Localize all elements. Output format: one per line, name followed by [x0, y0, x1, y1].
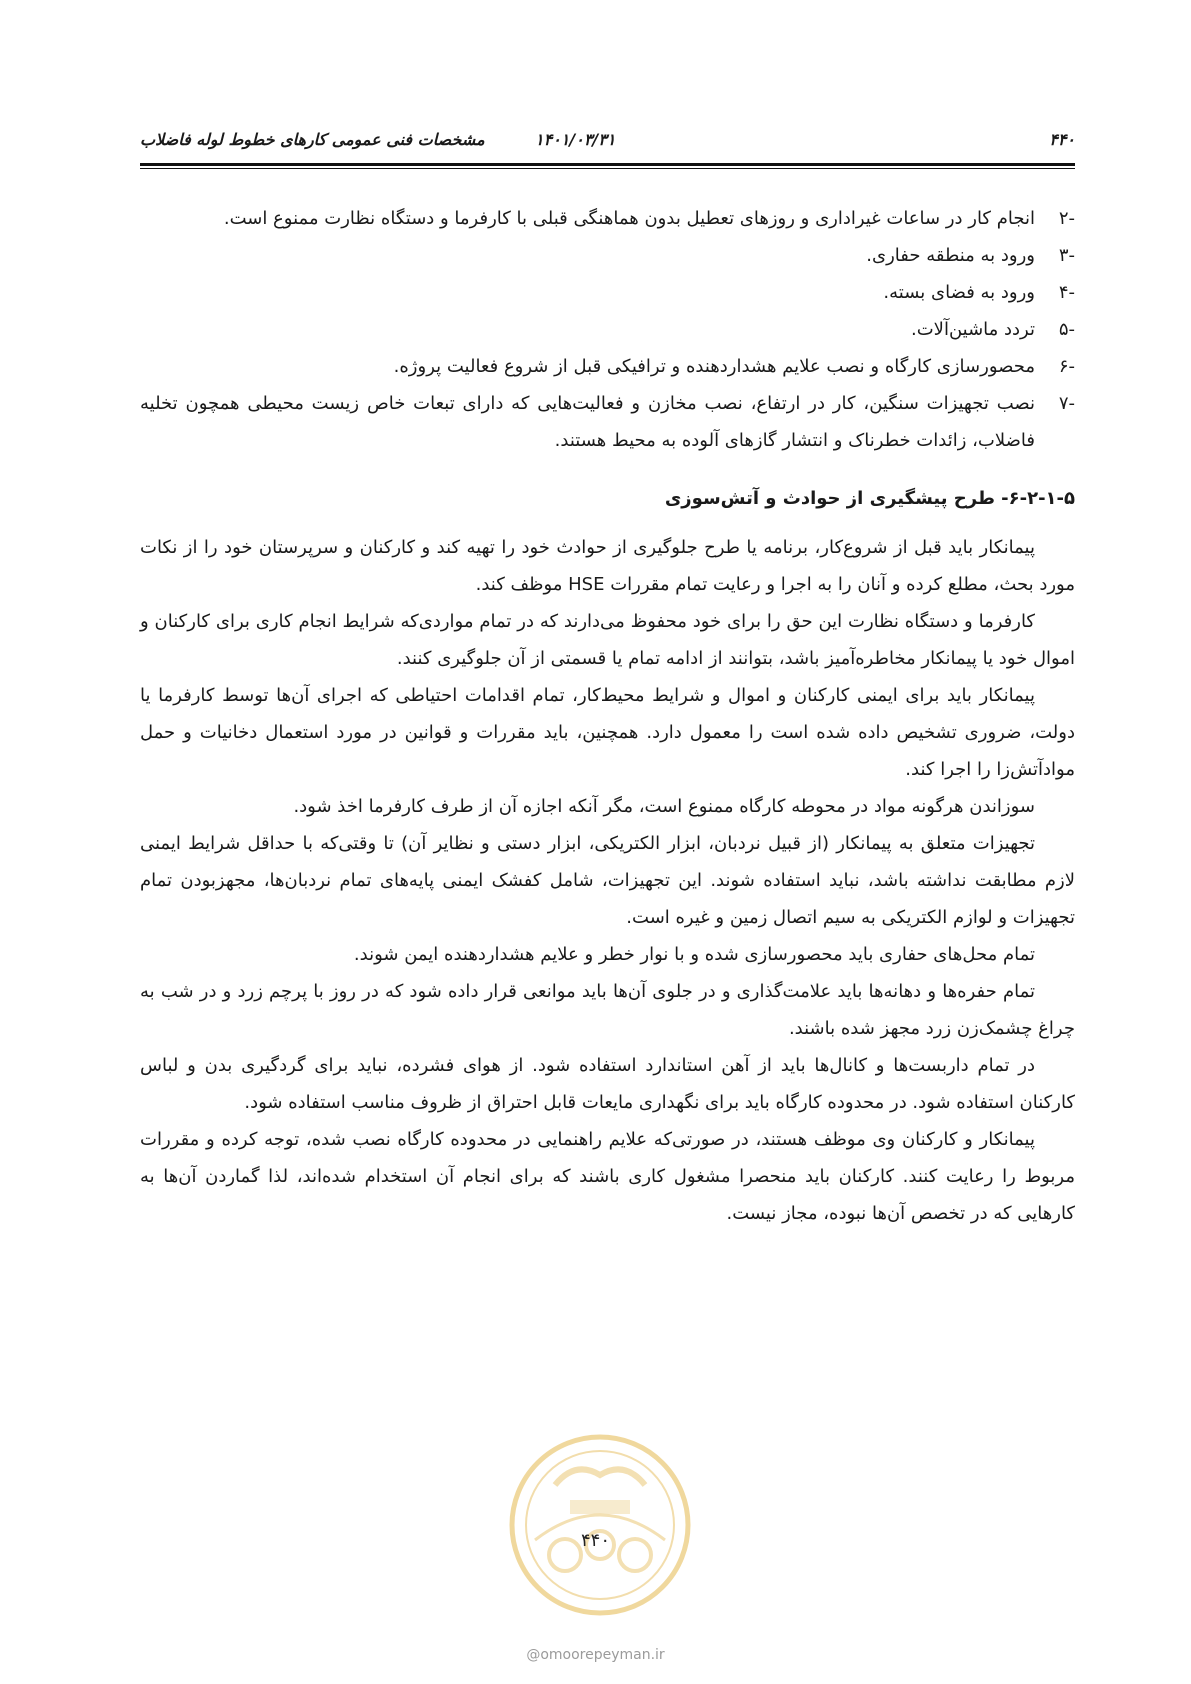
- watermark-seal-logo: [505, 1430, 695, 1620]
- list-item: [140, 274, 1075, 311]
- header-title: مشخصات فنی عمومی کارهای خطوط لوله فاضلاب: [140, 130, 485, 149]
- list-number: -۷: [1058, 393, 1075, 414]
- section-heading: ۶-۲-۱-۵- طرح پیشگیری از حوادث و آتش‌سوزی: [664, 488, 1075, 509]
- list-number: -۵: [1058, 319, 1075, 340]
- seal-graphic: [505, 1430, 695, 1620]
- footer-website: @omoorepeyman.ir: [526, 1647, 665, 1663]
- header-rule: [140, 163, 1075, 169]
- list-number: -۳: [1058, 245, 1075, 266]
- list-number: -۲: [1058, 208, 1075, 229]
- paragraph: تمام محل‌های حفاری باید محصورسازی شده و با نوار خطر و علایم هشداردهنده ایمن شوند.: [353, 944, 1035, 965]
- list-item: [140, 311, 1075, 348]
- list-text: ورود به منطقه حفاری.: [866, 245, 1035, 266]
- paragraph: پیمانکار و کارکنان وی موظف هستند، در صورتی‌که علایم راهنمایی در محدوده کارگاه نصب شده، توجه کرده و مقررات مربوط را رعایت کنند. کارکنان باید منحصرا مشغول کاری باشند که برای انجام آن استخدام شده‌اند، لذا گماردن آن‌ها به کارهایی که در تخصص آن‌ها نبوده، مجاز نیست.: [140, 1129, 1075, 1224]
- list-number: -۴: [1058, 282, 1075, 303]
- paragraph: تجهیزات متعلق به پیمانکار (از قبیل نردبان، ابزار الکتریکی، ابزار دستی و نظایر آن) تا وقتی‌که با حداقل شرایط ایمنی لازم مطابقت نداشته باشد، نباید استفاده شوند. این تجهیزات، شامل کفشک ایمنی پایه‌های تمام نردبان‌ها، مجهزبودن تمام تجهیزات و لوازم الکتریکی به سیم اتصال زمین و غیره است.: [140, 833, 1075, 928]
- list-item: [140, 237, 1075, 274]
- list-item: [140, 200, 1075, 237]
- list-number: -۶: [1058, 356, 1075, 377]
- paragraph: در تمام داربست‌ها و کانال‌ها باید از آهن استاندارد استفاده شود. از هوای فشرده، نباید برای گردگیری بدن و لباس کارکنان استفاده شود. در محدوده کارگاه باید برای نگهداری مایعات قابل احتراق از ظروف مناسب استفاده شود.: [140, 1055, 1075, 1113]
- list-text: محصورسازی کارگاه و نصب علایم هشداردهنده و ترافیکی قبل از شروع فعالیت پروژه.: [393, 356, 1035, 377]
- paragraph: سوزاندن هرگونه مواد در محوطه کارگاه ممنوع است، مگر آنکه اجازه آن از طرف کارفرما اخذ شود.: [293, 796, 1035, 817]
- list-item: [140, 348, 1075, 385]
- page-content: [140, 200, 1075, 1232]
- numbered-list: [140, 200, 1075, 459]
- paragraph: کارفرما و دستگاه نظارت این حق را برای خود محفوظ می‌دارند که در تمام مواردی‌که شرایط انجام کاری برای کارکنان و اموال خود یا پیمانکار مخاطره‌آمیز باشد، بتوانند از ادامه تمام یا قسمتی از آن جلوگیری کنند.: [140, 611, 1075, 669]
- list-item: [140, 385, 1075, 459]
- list-text: نصب تجهیزات سنگین، کار در ارتفاع، نصب مخازن و فعالیت‌هایی که دارای تبعات خاص زیست محیطی همچون تخلیه فاضلاب، زائدات خطرناک و انتشار گازهای آلوده به محیط هستند.: [140, 393, 1035, 451]
- list-text: تردد ماشین‌آلات.: [911, 319, 1035, 340]
- list-text: انجام کار در ساعات غیراداری و روزهای تعطیل بدون هماهنگی قبلی با کارفرما و دستگاه نظارت ممنوع است.: [223, 208, 1035, 229]
- header-page-number: ۴۴۰: [1049, 130, 1075, 149]
- page-header: [140, 130, 1075, 156]
- paragraph: پیمانکار باید برای ایمنی کارکنان و اموال و شرایط محیط‌کار، تمام اقدامات احتیاطی که اجرای آن‌ها توسط کارفرما یا دولت، ضروری تشخیص داده شده است را معمول دارد. همچنین، باید مقررات و قوانین در مورد استعمال دخانیات و حمل موادآتش‌زا را اجرا کند.: [140, 685, 1075, 780]
- header-date: ۱۴۰۱/۰۳/۳۱: [535, 130, 616, 149]
- list-text: ورود به فضای بسته.: [883, 282, 1035, 303]
- paragraph: تمام حفره‌ها و دهانه‌ها باید علامت‌گذاری و در جلوی آن‌ها باید موانعی قرار داده شود که در روز با پرچم زرد و در شب به چراغ چشمک‌زن زرد مجهز شده باشند.: [140, 981, 1075, 1039]
- footer-page-number: ۴۴۰: [580, 1530, 610, 1551]
- paragraph: پیمانکار باید قبل از شروع‌کار، برنامه یا طرح جلوگیری از حوادث خود را تهیه کند و کارکنان و سرپرستان خود را از نکات مورد بحث، مطلع کرده و آنان را به اجرا و رعایت تمام مقررات HSE موظف کند.: [140, 537, 1075, 595]
